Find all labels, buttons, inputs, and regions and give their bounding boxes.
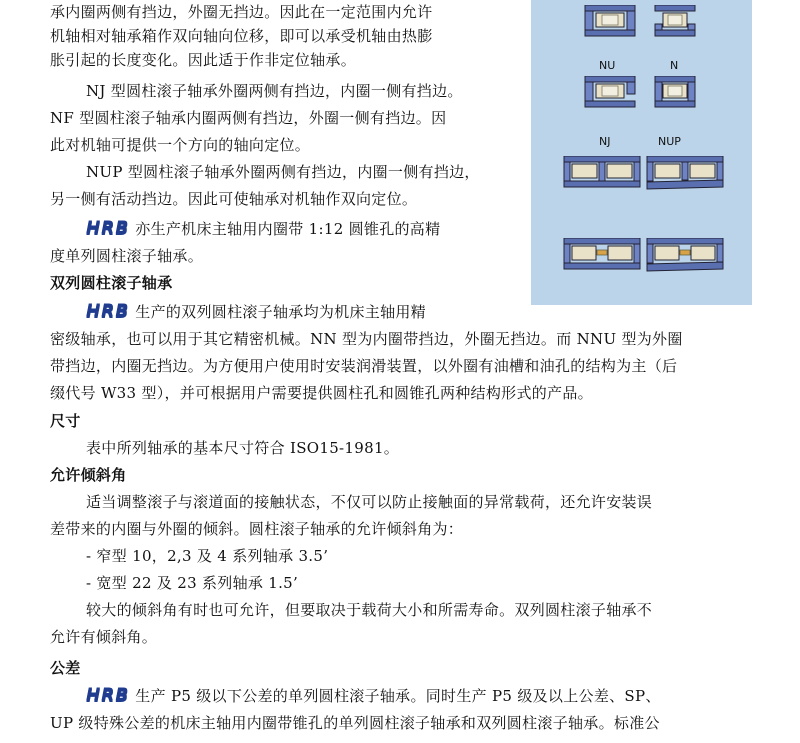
figure-label-n: N — [670, 59, 679, 72]
text-line-12-body: 生产的双列圆柱滚子轴承均为机床主轴用精 — [135, 303, 426, 321]
nnu-tapered-diagram — [646, 238, 724, 272]
text-line-4: NJ 型圆柱滚子轴承外圈两侧有挡边，内圈一侧有挡边。 — [86, 82, 463, 100]
section-heading-tilt: 允许倾斜角 — [50, 466, 127, 484]
figure-label-nup: NUP — [658, 135, 681, 148]
text-line-9-body: 亦生产机床主轴用内圈带 1:12 圆锥孔的高精 — [135, 220, 441, 238]
text-line-7: NUP 型圆柱滚子轴承外圈两侧有挡边，内圈一侧有挡边， — [86, 163, 480, 181]
text-line-27: UP 级特殊公差的机床主轴用内圈带锥孔的单列圆柱滚子轴承和双列圆柱滚子轴承。标准公 — [50, 714, 660, 732]
text-line-17: 表中所列轴承的基本尺寸符合 ISO15-1981。 — [86, 439, 400, 457]
text-line-22: - 宽型 22 及 23 系列轴承 1.5’ — [86, 574, 299, 592]
nn-tapered-bore-diagram — [646, 156, 724, 190]
text-line-13: 密级轴承，也可以用于其它精密机械。NN 型为内圈带挡边，外圈无挡边。而 NNU 型为外圈 — [50, 330, 683, 348]
text-line-6: 此对机轴可提供一个方向的轴向定位。 — [50, 136, 311, 154]
text-line-8: 另一侧有活动挡边。因此可使轴承对机轴作双向定位。 — [50, 190, 418, 208]
text-line-14: 带挡边，内圈无挡边。为方便用户使用时安装润滑装置，以外圈有油槽和油孔的结构为主（后 — [50, 357, 678, 375]
nj-bearing-diagram — [584, 76, 636, 108]
text-line-9 — [86, 217, 440, 241]
text-line-19: 适当调整滚子与滚道面的接触状态，不仅可以防止接触面的异常载荷，还允许安装误 — [86, 493, 653, 511]
nnu-oil-groove-diagram — [563, 238, 641, 270]
text-line-26-body: 生产 P5 级以下公差的单列圆柱滚子轴承。同时生产 P5 级及以上公差、SP、 — [135, 687, 661, 705]
bearing-types-figure — [531, 0, 752, 305]
hrb-logo: HRB — [86, 302, 130, 322]
n-bearing-diagram — [654, 5, 696, 37]
section-heading-double-row: 双列圆柱滚子轴承 — [50, 274, 173, 292]
figure-label-nu: NU — [599, 59, 616, 72]
nu-bearing-diagram — [584, 5, 636, 37]
nn-double-row-diagram — [563, 156, 641, 188]
text-line-2: 机轴相对轴承箱作双向轴向位移，即可以承受机轴由热膨 — [50, 27, 433, 45]
text-line-5: NF 型圆柱滚子轴承内圈两侧有挡边，外圈一侧有挡边。因 — [50, 109, 447, 127]
text-line-21: - 窄型 10，2,3 及 4 系列轴承 3.5’ — [86, 547, 329, 565]
section-heading-tolerance: 公差 — [50, 659, 81, 677]
text-line-10: 度单列圆柱滚子轴承。 — [50, 247, 204, 265]
text-line-12 — [86, 300, 426, 324]
figure-label-nj: NJ — [599, 135, 611, 148]
section-heading-dimensions: 尺寸 — [50, 412, 81, 430]
text-line-15: 缀代号 W33 型），并可根据用户需要提供圆柱孔和圆锥孔两种结构形式的产品。 — [50, 384, 593, 402]
text-line-24: 允许有倾斜角。 — [50, 628, 158, 646]
text-line-1: 承内圈两侧有挡边，外圈无挡边。因此在一定范围内允许 — [50, 3, 433, 21]
hrb-logo: HRB — [86, 686, 130, 706]
nup-bearing-diagram — [654, 76, 696, 108]
text-line-3: 胀引起的长度变化。因此适于作非定位轴承。 — [50, 51, 357, 69]
text-line-26 — [86, 684, 661, 708]
text-line-23: 较大的倾斜角有时也可允许，但要取决于载荷大小和所需寿命。双列圆柱滚子轴承不 — [86, 601, 653, 619]
hrb-logo: HRB — [86, 219, 130, 239]
text-line-20: 差带来的内圈与外圈的倾斜。圆柱滚子轴承的允许倾斜角为： — [50, 520, 464, 538]
